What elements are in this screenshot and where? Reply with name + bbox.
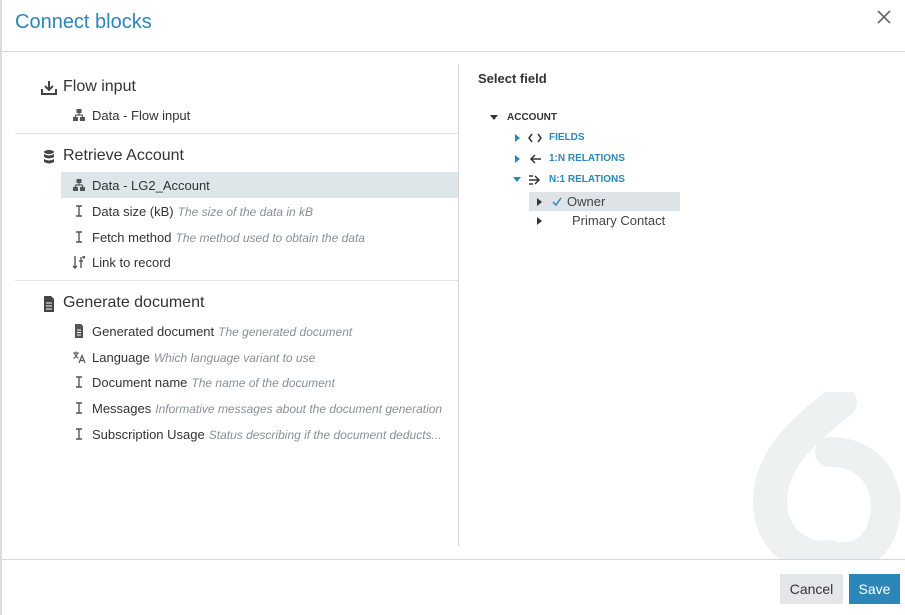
list-item[interactable] bbox=[15, 318, 458, 344]
item-label: Data - Flow input bbox=[92, 107, 191, 123]
item-description: The generated document bbox=[218, 324, 353, 339]
chevron-right-icon[interactable] bbox=[537, 217, 542, 225]
group-header bbox=[15, 73, 458, 101]
tree-node-1n-relations[interactable] bbox=[515, 149, 625, 168]
item-label: Messages Informative messages about the document generation bbox=[92, 400, 443, 416]
list-item[interactable] bbox=[15, 102, 458, 128]
database-icon bbox=[40, 149, 58, 165]
tree-node-label: Owner bbox=[567, 194, 606, 209]
select-field-title: Select field bbox=[478, 71, 547, 86]
list-item[interactable] bbox=[15, 395, 458, 421]
item-label: Link to record bbox=[92, 254, 171, 270]
item-label: Subscription Usage Status describing if the document deducts... bbox=[92, 426, 442, 442]
item-label: Generated document The generated document bbox=[92, 323, 353, 339]
dialog-title: Connect blocks bbox=[15, 11, 152, 33]
group-label: Flow input bbox=[63, 78, 136, 95]
chevron-right-icon[interactable] bbox=[515, 155, 520, 163]
code-brackets-icon bbox=[528, 133, 542, 143]
text-cursor-icon bbox=[72, 204, 86, 218]
item-label: Language Which language variant to use bbox=[92, 349, 316, 365]
group-label: Retrieve Account bbox=[63, 147, 184, 164]
group-label: Generate document bbox=[63, 294, 205, 311]
item-label: Data size (kB) The size of the data in kB bbox=[92, 203, 314, 219]
tree-node-label: FIELDS bbox=[549, 132, 585, 143]
item-label: Document name The name of the document bbox=[92, 374, 335, 390]
hierarchy-icon bbox=[72, 178, 86, 192]
tree-node-label: ACCOUNT bbox=[507, 112, 557, 123]
group-retrieve-account bbox=[15, 134, 458, 281]
tree-node-owner[interactable] bbox=[529, 192, 680, 211]
many-to-one-icon bbox=[528, 175, 542, 185]
cancel-button[interactable]: Cancel bbox=[780, 574, 843, 604]
chevron-down-icon[interactable] bbox=[490, 115, 498, 120]
tree-node-label: 1:N RELATIONS bbox=[549, 153, 625, 164]
close-icon[interactable] bbox=[873, 6, 895, 28]
list-item[interactable] bbox=[15, 224, 458, 250]
item-description: Informative messages about the document generation bbox=[155, 401, 443, 416]
tree-node-fields[interactable] bbox=[515, 128, 585, 147]
brand-watermark-logo bbox=[750, 392, 905, 559]
tree-node-primary-contact[interactable] bbox=[529, 211, 665, 230]
item-description: Status describing if the document deducts... bbox=[208, 427, 442, 442]
dialog-footer bbox=[2, 559, 905, 615]
list-item[interactable] bbox=[15, 198, 458, 224]
save-button[interactable]: Save bbox=[849, 574, 900, 604]
chevron-right-icon[interactable] bbox=[515, 134, 520, 142]
text-cursor-icon bbox=[72, 401, 86, 415]
chevron-right-icon[interactable] bbox=[537, 198, 542, 206]
check-icon bbox=[552, 197, 562, 207]
group-generate-document bbox=[15, 281, 458, 461]
blocks-list bbox=[15, 64, 458, 546]
item-description: The method used to obtain the data bbox=[175, 230, 365, 245]
item-label: Data - LG2_Account bbox=[92, 177, 210, 193]
translate-icon bbox=[72, 350, 86, 364]
list-item[interactable] bbox=[15, 421, 458, 447]
item-description: The name of the document bbox=[191, 375, 335, 390]
tree-node-account[interactable] bbox=[490, 108, 557, 127]
text-cursor-icon bbox=[72, 375, 86, 389]
tree-node-label: N:1 RELATIONS bbox=[549, 174, 625, 185]
text-cursor-icon bbox=[72, 427, 86, 441]
item-description: The size of the data in kB bbox=[177, 204, 314, 219]
document-icon bbox=[40, 296, 58, 312]
list-item[interactable] bbox=[15, 249, 458, 275]
group-header bbox=[15, 289, 458, 317]
tree-node-label: Primary Contact bbox=[572, 213, 666, 228]
document-icon bbox=[72, 324, 86, 338]
hierarchy-icon bbox=[72, 108, 86, 122]
group-header bbox=[15, 142, 458, 170]
list-item-selected[interactable] bbox=[61, 172, 458, 198]
text-cursor-icon bbox=[72, 230, 86, 244]
item-label: Fetch method The method used to obtain the data bbox=[92, 229, 365, 245]
item-description: Which language variant to use bbox=[153, 350, 316, 365]
dialog-header bbox=[2, 0, 905, 52]
list-item[interactable] bbox=[15, 369, 458, 395]
link-sort-icon bbox=[72, 255, 86, 269]
tree-node-n1-relations[interactable] bbox=[513, 170, 625, 189]
list-item[interactable] bbox=[15, 344, 458, 370]
download-tray-icon bbox=[40, 80, 58, 96]
chevron-down-icon[interactable] bbox=[513, 177, 521, 182]
one-to-many-icon bbox=[528, 154, 542, 164]
group-flow-input bbox=[15, 64, 458, 134]
